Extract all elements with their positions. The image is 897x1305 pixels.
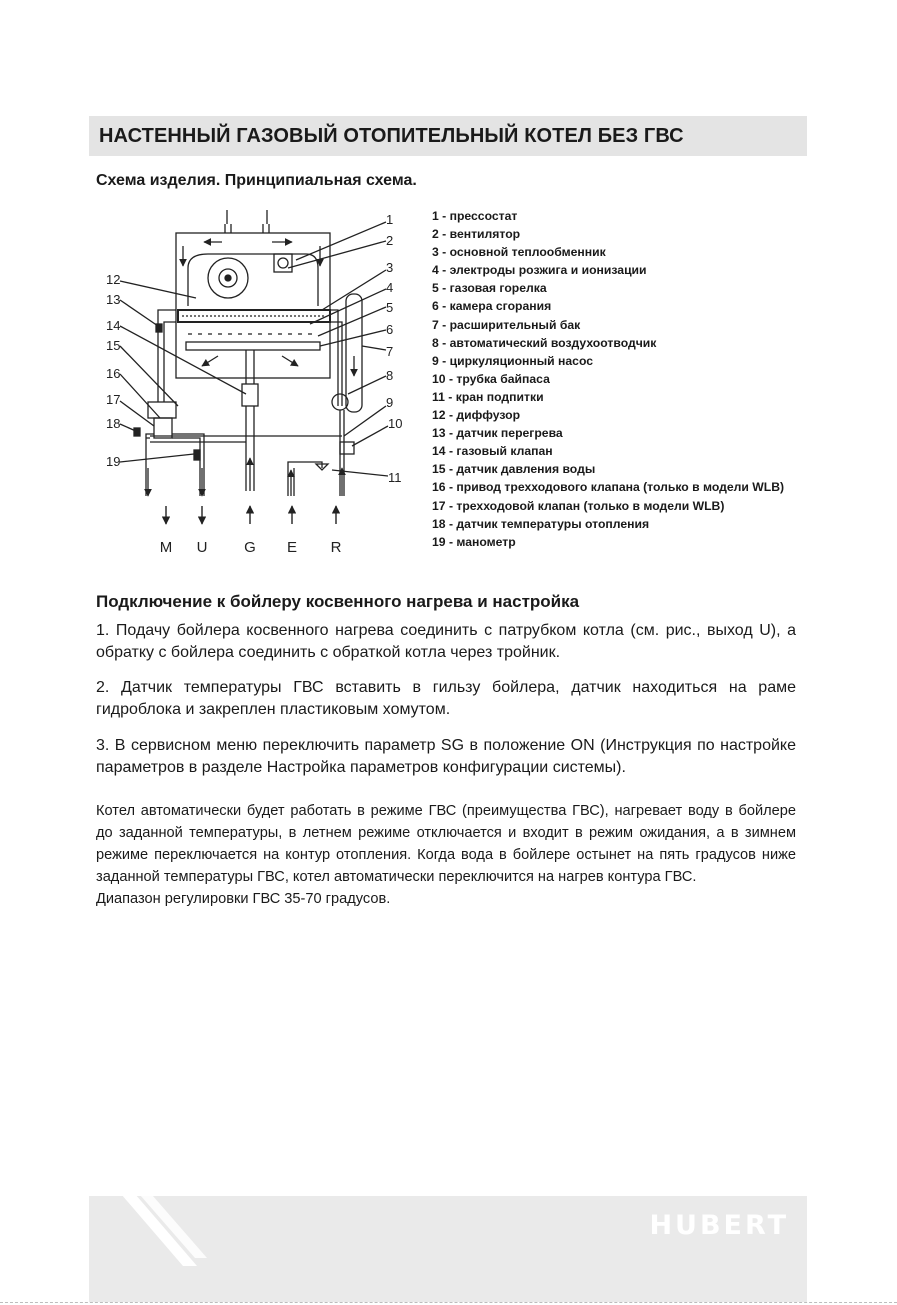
- callout-13: 13: [106, 292, 121, 307]
- legend-item: 19 - манометр: [432, 534, 516, 549]
- callout-11: 11: [388, 470, 402, 485]
- legend-item: 3 - основной теплообменник: [432, 245, 606, 260]
- callout-3: 3: [386, 260, 394, 275]
- legend-item: 13 - датчик перегрева: [432, 426, 563, 441]
- legend-item: 9 - циркуляционный насос: [432, 353, 594, 368]
- legend-item: 12 - диффузор: [432, 408, 521, 423]
- callout-19: 19: [106, 454, 121, 469]
- legend-item: 2 - вентилятор: [432, 227, 521, 242]
- callout-5: 5: [386, 300, 394, 315]
- callout-7: 7: [386, 344, 394, 359]
- component-legend: [432, 207, 784, 551]
- callout-15: 15: [106, 338, 121, 353]
- legend-item: 16 - привод трехходового клапана (только в модели WLB): [432, 480, 785, 495]
- callout-1: 1: [386, 212, 394, 227]
- instruction-step-3: 3. В сервисном меню переключить параметр SG в положение ON (Инструкция по настройке параметров в разделе Настройка параметров конфигурации системы).: [96, 737, 796, 776]
- title-bar: [89, 116, 807, 156]
- outlet-label-m: M: [159, 539, 173, 556]
- legend-item: 15 - датчик давления воды: [432, 462, 596, 477]
- gas-pipe: [246, 350, 254, 384]
- callout-2: 2: [386, 233, 394, 248]
- page-edge-line: [0, 1302, 897, 1303]
- legend-item: 7 - расширительный бак: [432, 317, 581, 332]
- legend-item: 1 - прессостат: [432, 209, 518, 223]
- outlet-label-g: G: [244, 539, 256, 556]
- outlet-label-r: R: [330, 539, 342, 556]
- pressostat: [274, 254, 292, 272]
- boiler-schematic-diagram: [96, 206, 426, 566]
- manometer: [194, 450, 200, 460]
- instruction-step-1: 1. Подачу бойлера косвенного нагрева соединить с патрубком котла (см. рис., выход U), а обратку с бойлера соединить с обраткой котла через тройник.: [96, 622, 796, 661]
- legend-item: 11 - кран подпитки: [432, 389, 544, 404]
- legend-item: 14 - газовый клапан: [432, 444, 553, 459]
- dhw-range-text: Диапазон регулировки ГВС 35-70 градусов.: [96, 891, 391, 907]
- bypass-valve: [340, 442, 354, 454]
- callout-10: 10: [388, 416, 403, 431]
- three-way-valve: [154, 418, 172, 438]
- flue-outlet: [225, 210, 269, 233]
- page-footer: [89, 1196, 807, 1302]
- legend-item: 5 - газовая горелка: [432, 281, 547, 296]
- instruction-step-2: 2. Датчик температуры ГВС вставить в гильзу бойлера, датчик находиться на раме гидроблока и закреплен пластиковым хомутом.: [96, 679, 796, 718]
- callout-17: 17: [106, 392, 121, 407]
- page-title: НАСТЕННЫЙ ГАЗОВЫЙ ОТОПИТЕЛЬНЫЙ КОТЕЛ БЕЗ ГВС: [99, 125, 684, 147]
- callout-12: 12: [106, 272, 121, 287]
- legend-item: 8 - автоматический воздухоотводчик: [432, 335, 657, 350]
- legend-item: 6 - камера сгорания: [432, 299, 552, 314]
- legend-item: 17 - трехходовой клапан (только в модели WLB): [432, 498, 725, 513]
- fill-pipe: [288, 462, 322, 496]
- gas-valve: [242, 384, 258, 406]
- outlet-label-e: E: [286, 539, 298, 556]
- operation-note: [96, 800, 796, 910]
- legend-item: 4 - электроды розжига и ионизации: [432, 263, 647, 278]
- callout-18: 18: [106, 416, 121, 431]
- hubert-logo: HUBERT: [649, 1210, 789, 1241]
- callout-4: 4: [386, 280, 394, 295]
- diagram-subtitle: Схема изделия. Принципиальная схема.: [96, 172, 417, 189]
- legend-item: 10 - трубка байпаса: [432, 371, 550, 386]
- operation-note-text: Котел автоматически будет работать в режиме ГВС (преимущества ГВС), нагревает воду в бойлере до заданной температуры, в летнем режиме отключается и входит в режим ожидания, а в зимнем режиме переключается на контур отопления. Когда вода в бойлере остынет на пять градусов ниже заданной температуры ГВС, котел автоматически переключится на нагрев контура ГВС.: [96, 803, 796, 885]
- outlet-label-u: U: [196, 539, 208, 556]
- legend-item: 18 - датчик температуры отопления: [432, 516, 650, 531]
- callout-16: 16: [106, 366, 121, 381]
- callout-6: 6: [386, 322, 394, 337]
- callout-8: 8: [386, 368, 394, 383]
- return-pipe: [330, 310, 342, 406]
- section-heading: Подключение к бойлеру косвенного нагрева и настройка: [96, 592, 580, 611]
- callout-9: 9: [386, 395, 394, 410]
- footer-stripe-decoration: [89, 1196, 209, 1302]
- callout-14: 14: [106, 318, 121, 333]
